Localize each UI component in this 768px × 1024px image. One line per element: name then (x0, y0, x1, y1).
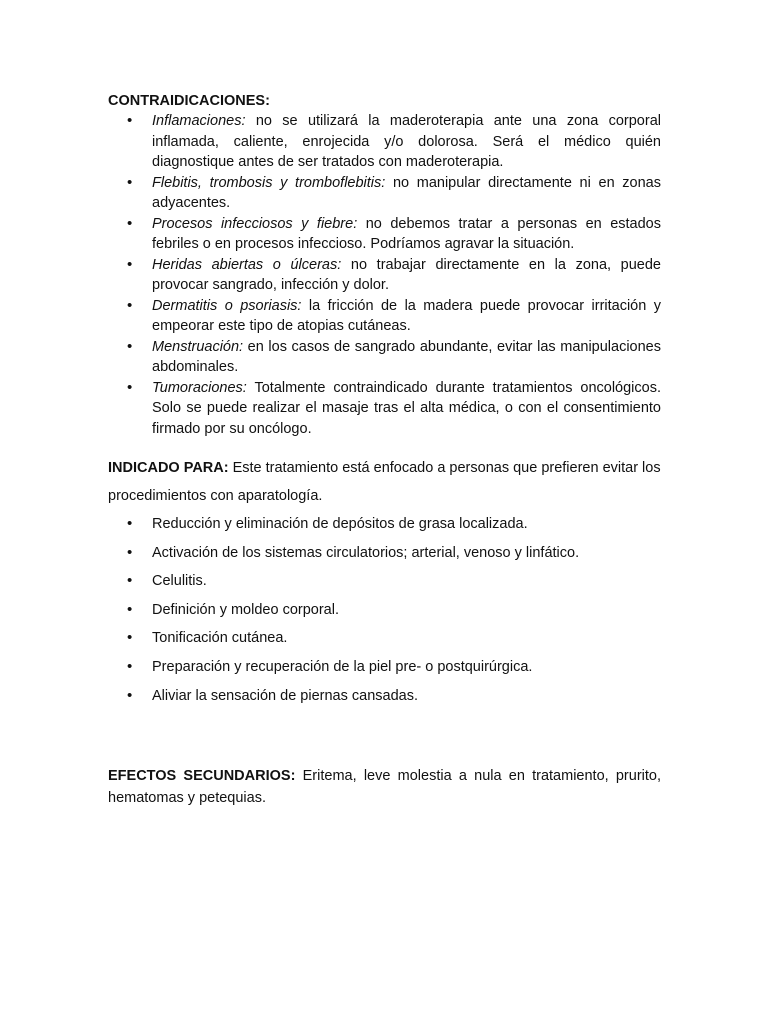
list-item: • Activación de los sistemas circulatorios; arterial, venoso y linfático. (108, 539, 661, 568)
item-text: no manipular directamente ni en zonas adyacentes. (152, 174, 661, 211)
list-item: • Preparación y recuperación de la piel pre- o postquirúrgica. (108, 653, 661, 682)
efectos-paragraph (108, 765, 661, 809)
list-item (108, 378, 661, 440)
list-item (108, 111, 661, 173)
indicado-list (108, 510, 661, 710)
list-item (108, 173, 661, 214)
item-term: Menstruación: (152, 338, 244, 355)
item-term: Dermatitis o psoriasis: (152, 297, 302, 314)
efectos-text: Eritema, leve molestia a nula en tratamiento, prurito, hematomas y petequias. (108, 768, 661, 807)
document-page (108, 91, 661, 809)
list-item (108, 337, 661, 378)
item-term: Flebitis, trombosis y tromboflebitis: (152, 174, 386, 191)
item-text: la fricción de la madera puede provocar irritación y empeorar este tipo de atopias cutáneas. (152, 297, 662, 334)
list-item: • Definición y moldeo corporal. (108, 596, 661, 625)
item-text: no se utilizará la maderoterapia ante una zona corporal inflamada, caliente, enrojecida y/o dolorosa. Será el médico quién diagnostique antes de ser tratados con maderoterapia. (152, 113, 661, 170)
contraindicaciones-list (108, 111, 661, 439)
efectos-heading: EFECTOS SECUNDARIOS: (108, 768, 296, 785)
list-item (108, 255, 661, 296)
item-text: no trabajar directamente en la zona, puede provocar sangrado, infección y dolor. (152, 256, 661, 293)
item-term: Heridas abiertas o úlceras: (152, 256, 342, 273)
indicado-intro: Este tratamiento está enfocado a personas que prefieren evitar los procedimientos con aparatología. (108, 460, 661, 504)
item-term: Tumoraciones: (152, 379, 247, 396)
list-item (108, 296, 661, 337)
list-item: • Tonificación cutánea. (108, 624, 661, 653)
item-text: Totalmente contraindicado durante tratamientos oncológicos. Solo se puede realizar el masaje tras el alta médica, o con el consentimiento firmado por su oncólogo. (152, 379, 661, 437)
list-item: • Reducción y eliminación de depósitos de grasa localizada. (108, 510, 661, 539)
list-item (108, 214, 661, 255)
item-term: Procesos infecciosos y fiebre: (152, 215, 358, 232)
contraindicaciones-heading: CONTRAIDICACIONES: (108, 93, 270, 109)
list-item: • Aliviar la sensación de piernas cansadas. (108, 682, 661, 711)
list-item: • Celulitis. (108, 567, 661, 596)
contraindicaciones-section (108, 91, 661, 111)
item-term: Inflamaciones: (152, 113, 246, 129)
indicado-heading: INDICADO PARA: (108, 460, 229, 476)
item-text: no debemos tratar a personas en estados febriles o en procesos infeccioso. Podríamos agravar la situación. (152, 215, 661, 252)
indicado-paragraph (108, 454, 661, 510)
item-text: en los casos de sangrado abundante, evitar las manipulaciones abdominales. (152, 338, 661, 375)
